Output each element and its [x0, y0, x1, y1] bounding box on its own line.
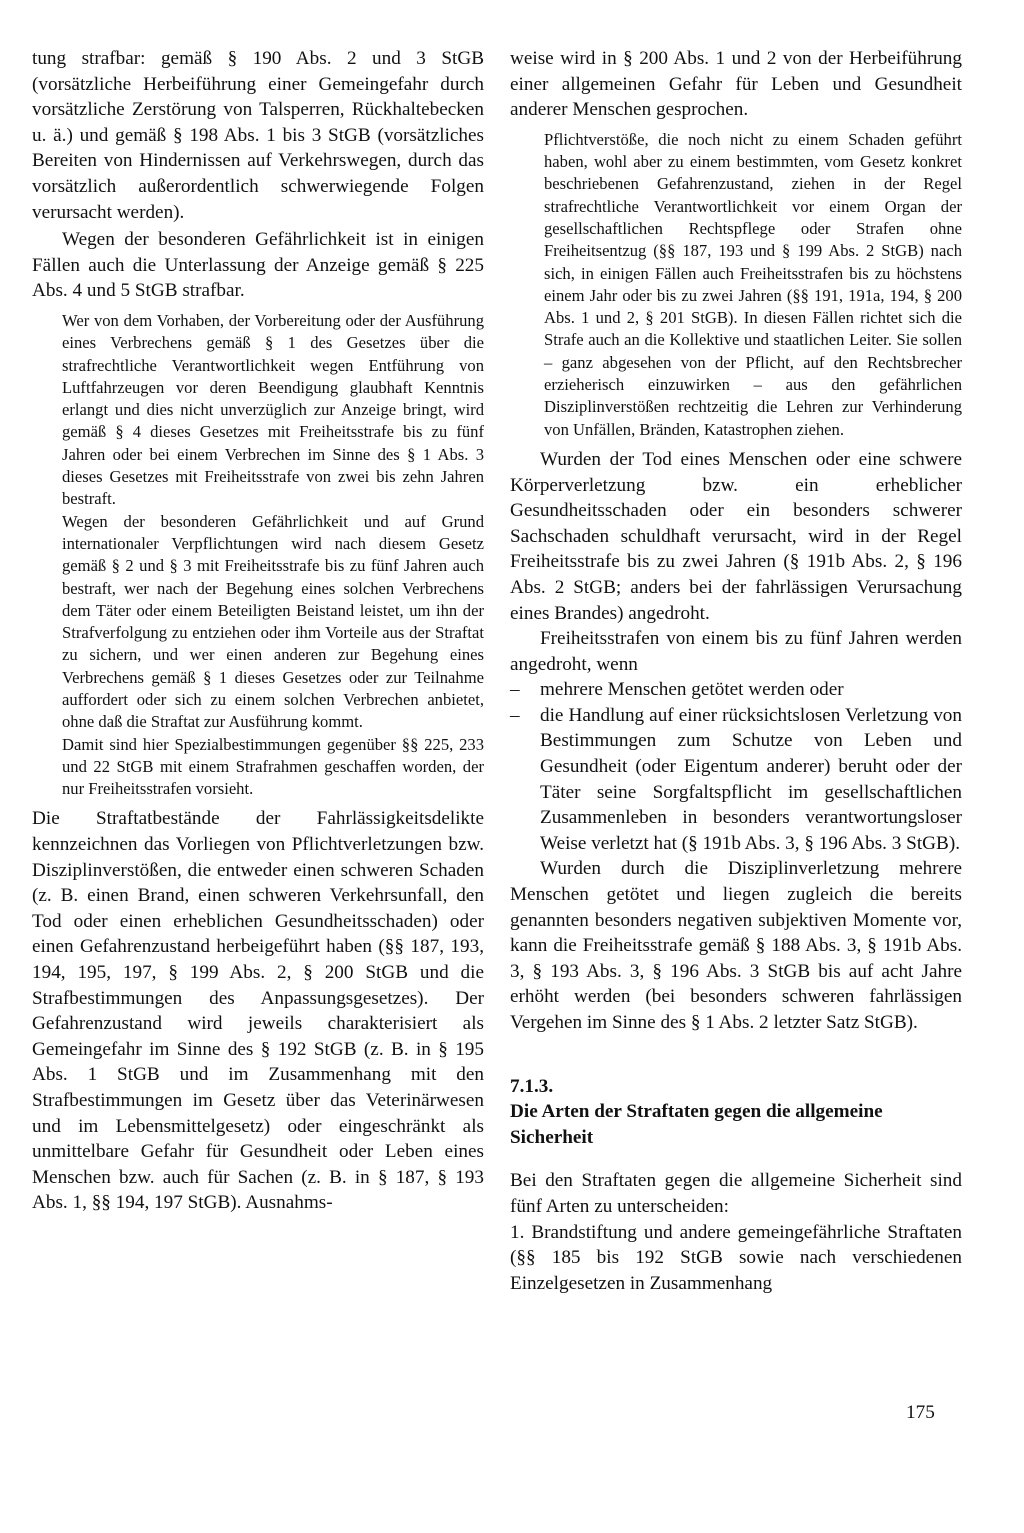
section-number: 7.1.3.: [510, 1075, 554, 1097]
section-title: Die Arten der Straftaten gegen die allgemeine Sicherheit: [510, 1101, 883, 1148]
section-spacer: [510, 1036, 962, 1074]
left-column: [32, 46, 484, 1216]
small-print-paragraph: Wegen der besonderen Gefährlichkeit und auf Grund internationaler Verpflichtungen wird nach diesem Gesetz gemäß § 2 und § 3 mit Freiheitsstrafe bis zu fünf Jahren auch bestraft, wer nach der Begehung eines solchen Verbrechens dem Täter oder einem Beteiligten Beistand leistet, um ihn der Strafverfolgung zu entziehen oder ihm Vorteile aus der Straftat zu sichern, und wer einen anderen zur Begehung eines Verbrechens gemäß § 1 dieses Gesetzes oder zur Teilnahme auffordert oder sich zu einem solchen Verbrechen anbietet, ohne daß die Straftat zur Ausführung kommt.: [62, 511, 484, 732]
paragraph: tung strafbar: gemäß § 190 Abs. 2 und 3 StGB (vorsätzliche Herbeiführung einer Gemeingefahr durch vorsätzliche Zerstörung von Talsperren, Rückhaltebecken u. ä.) und gemäß § 198 Abs. 1 bis 3 StGB (vorsätzliches Bereiten von Hindernissen auf Verkehrswegen, durch das vorsätzlich außerordentlich schwerwiegende Folgen verursacht werden).: [32, 48, 484, 223]
small-print-paragraph: Pflichtverstöße, die noch nicht zu einem Schaden geführt haben, wohl aber zu einem bestimmten, vom Gesetz konkret beschriebenen Gefahrenzustand, ziehen in der Regel strafrechtliche Verantwortlichkeit vor einem Organ der gesellschaftlichen Rechtspflege oder Strafen ohne Freiheitsentzug (§§ 187, 193 und § 199 Abs. 2 StGB) nach sich, in einigen Fällen auch Freiheitsstrafen bis zu höchstens einem Jahr oder bis zu zwei Jahren (§§ 191, 191a, 194, § 200 Abs. 1 und 2, § 201 StGB). In diesen Fällen richtet sich die Strafe auch an die Kollektive und staatlichen Leiter. Sie sollen – ganz abgesehen von der Pflicht, auf den Rechtsbrecher erzieherisch einzuwirken – aus den gefährlichen Disziplinverstößen rechtzeitig die Lehren zur Verhinderung von Unfällen, Bränden, Katastrophen ziehen.: [544, 129, 962, 439]
paragraph: Die Straftatbestände der Fahrlässigkeitsdelikte kennzeichnen das Vorliegen von Pflichtverletzungen bzw. Disziplinverstößen, die entweder einen schweren Schaden (z. B. einen Brand, einen schweren Verkehrsunfall, den Tod oder einen erheblichen Gesundheitsschaden) oder einen Gefahrenzustand herbeigeführt haben (§§ 187, 193, 194, 195, 197, § 199 Abs. 2, § 200 StGB und die Strafbestimmungen des Anpassungsgesetzes). Der Gefahrenzustand wird jeweils charakterisiert als Gemeingefahr im Sinne des § 192 StGB (z. B. in § 195 Abs. 1 StGB und im Zusammenhang mit den Strafbestimmungen im Gesetz über das Veterinärwesen und im Lebensmittelgesetz) oder eingeschränkt als unmittelbare Gefahr für Gesundheit oder Leben eines Menschen bzw. auch für Sachen (z. B. in § 187, § 193 Abs. 1, §§ 194, 197 StGB). Ausnahms-: [32, 808, 484, 1214]
small-print-paragraph: Wer von dem Vorhaben, der Vorbereitung oder der Ausführung eines Verbrechens gemäß § 1 des Gesetzes über die strafrechtliche Verantwortlichkeit wegen Entführung von Luftfahrzeugen vor deren Beendigung glaubhaft Kenntnis erlangt und dies nicht unverzüglich zur Anzeige bringt, wird gemäß § 4 dieses Gesetzes mit Freiheitsstrafe bis zu fünf Jahren oder bei einem Verbrechen im Sinne des § 1 Abs. 3 dieses Gesetzes mit Freiheitsstrafe von zwei bis zehn Jahren bestraft.: [62, 310, 484, 509]
small-print-paragraph: Damit sind hier Spezialbestimmungen gegenüber §§ 225, 233 und 22 StGB mit einem Strafrahmen geschaffen worden, der nur Freiheitsstrafen vorsieht.: [62, 734, 484, 799]
paragraph: Wurden durch die Disziplinverletzung mehrere Menschen getötet und liegen zugleich die bereits genannten besonders negativen subjektiven Momente vor, kann die Freiheitsstrafe gemäß § 188 Abs. 3, § 191b Abs. 3, § 193 Abs. 3, § 196 Abs. 3 StGB bis auf acht Jahre erhöht werden (bei besonders schweren fahrlässigen Vergehen im Sinne des § 1 Abs. 2 letzter Satz StGB).: [510, 858, 962, 1033]
dash-bullet: –: [510, 679, 520, 701]
page-number: 175: [906, 1402, 935, 1423]
section-spacer: [510, 1150, 962, 1168]
paragraph: weise wird in § 200 Abs. 1 und 2 von der Herbeiführung einer allgemeinen Gefahr für Leben und Gesundheit anderer Menschen gesprochen.: [510, 48, 962, 121]
paragraph: 1. Brandstiftung und andere gemeingefährliche Straftaten (§§ 185 bis 192 StGB sowie nach verschiedenen Einzelgesetzen in Zusammenhang: [510, 1221, 962, 1294]
right-column: [510, 46, 962, 1296]
paragraph: Wurden der Tod eines Menschen oder eine schwere Körperverletzung bzw. ein erheblicher Gesundheitsschaden oder ein besonders schwerer Sachschaden schuldhaft verursacht, wird in der Regel Freiheitsstrafe bis zu zwei Jahren (§ 191b Abs. 2, § 196 Abs. 2 StGB; anders bei der fahrlässigen Verursachung eines Brandes) angedroht.: [510, 448, 962, 624]
paragraph: Freiheitsstrafen von einem bis zu fünf Jahren werden angedroht, wenn: [510, 628, 962, 675]
dash-item-text: mehrere Menschen getötet werden oder: [540, 679, 844, 701]
dash-list-item: [510, 703, 962, 857]
dash-list-item: [510, 677, 962, 703]
paragraph: Wegen der besonderen Gefährlichkeit ist in einigen Fällen auch die Unterlassung der Anzeige gemäß § 225 Abs. 4 und 5 StGB strafbar.: [32, 229, 484, 302]
dash-item-text: die Handlung auf einer rücksichtslosen Verletzung von Bestimmungen zum Schutze von Leben und Gesundheit (oder Eigentum anderer) beruht oder der Täter seine Sorgfaltspflicht im gesellschaftlichen Zusammenleben in besonders verantwortungsloser Weise verletzt hat (§ 191b Abs. 3, § 196 Abs. 3 StGB).: [540, 704, 962, 854]
paragraph: Bei den Straftaten gegen die allgemeine Sicherheit sind fünf Arten zu unterscheiden:: [510, 1170, 962, 1217]
dash-bullet: –: [510, 704, 520, 726]
